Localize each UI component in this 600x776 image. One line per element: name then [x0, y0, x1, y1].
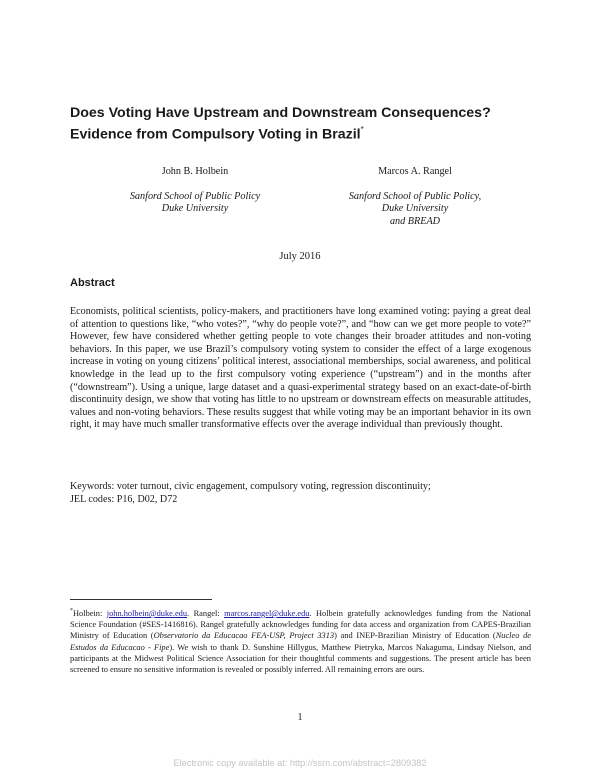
- footnote-divider: [70, 599, 212, 600]
- footnote: [70, 606, 531, 676]
- author-name: Marcos A. Rangel: [378, 166, 452, 177]
- paper-title: [70, 104, 540, 144]
- footnote-italic-text: Nucleo de Estudos da Educacao - Fipe: [70, 631, 531, 652]
- footnote-text: . Holbein gratefully acknowledges funding from the National Science Foundation (#SES-1416816). Rangel gratefully acknowledges funding for data access and organization from CAPES-Brazilian Ministry of Education (: [70, 608, 531, 641]
- footnote-text: . Rangel:: [187, 608, 225, 618]
- keywords-block: [70, 481, 540, 506]
- title-line-1: Does Voting Have Upstream and Downstream Consequences?: [70, 105, 491, 121]
- author-affiliation-line: and BREAD: [389, 215, 441, 227]
- author-rangel: [310, 166, 520, 228]
- author-name: John B. Holbein: [161, 166, 229, 177]
- publication-date: July 2016: [279, 251, 321, 262]
- footnote-text: Holbein:: [73, 608, 107, 618]
- abstract-heading: Abstract: [70, 277, 115, 289]
- author-affiliation-line: Sanford School of Public Policy: [129, 190, 261, 202]
- footnote-marker: *: [70, 608, 73, 614]
- author-affiliation-line: Sanford School of Public Policy,: [348, 190, 482, 202]
- email-link-rangel[interactable]: marcos.rangel@duke.edu: [224, 608, 310, 618]
- title-line-2: Evidence from Compulsory Voting in Brazil: [70, 126, 361, 143]
- author-affiliation-line: Duke University: [161, 203, 229, 214]
- jel-codes-line: JEL codes: P16, D02, D72: [70, 493, 178, 505]
- page-number: 1: [297, 712, 303, 723]
- title-footnote-marker[interactable]: *: [360, 125, 364, 134]
- footnote-text: ). We wish to thank D. Sunshine Hillygus, Matthew Pietryka, Marcos Nakaguma, Lindsay Nielson, and participants at the Midwest Political Science Association for their thoughtful comments and suggestions. The present article has been screened to ensure no sensitive information is revealed or possibly inferred. All remaining errors are ours.: [70, 642, 532, 675]
- abstract-body: Economists, political scientists, policy-makers, and practitioners have long examined voting: paying a great deal of attention to questions like, “who votes?”, “why do people vote?”, and “how can we get more people to vote?” However, few have considered whether getting people to vote changes their broader attitudes and non-voting behaviors. In this paper, we use Brazil’s compulsory voting system to consider the effect of a large exogenous increase in voting on young citizens’ political interest, associational memberships, social awareness, and political knowledge in the lead up to the first compulsory voting experience (“upstream”) and in the months after (“downstream”). Using a unique, large dataset and a quasi-experimental strategy based on an exact-date-of-birth discontinuity design, we show that voting has little to no upstream or downstream effects on measurable attitudes, values and non-voting behaviors. These results suggest that while voting may be an important behavior in its own right, it may have much smaller transformative effects over the average individual than previously thought.: [70, 306, 531, 431]
- footnote-italic-text: Observatorio da Educacao FEA-USP, Project 3313: [153, 631, 335, 641]
- email-link-holbein[interactable]: john.holbein@duke.edu: [106, 608, 188, 618]
- author-affiliation-line: Duke University: [381, 203, 449, 214]
- keywords-line: Keywords: voter turnout, civic engagement, compulsory voting, regression discontinuity;: [70, 481, 431, 492]
- author-holbein: [95, 166, 295, 216]
- ssrn-watermark: Electronic copy available at: http://ssrn.com/abstract=2809382: [173, 758, 427, 768]
- footnote-text: ) and INEP-Brazilian Ministry of Education (: [334, 631, 496, 641]
